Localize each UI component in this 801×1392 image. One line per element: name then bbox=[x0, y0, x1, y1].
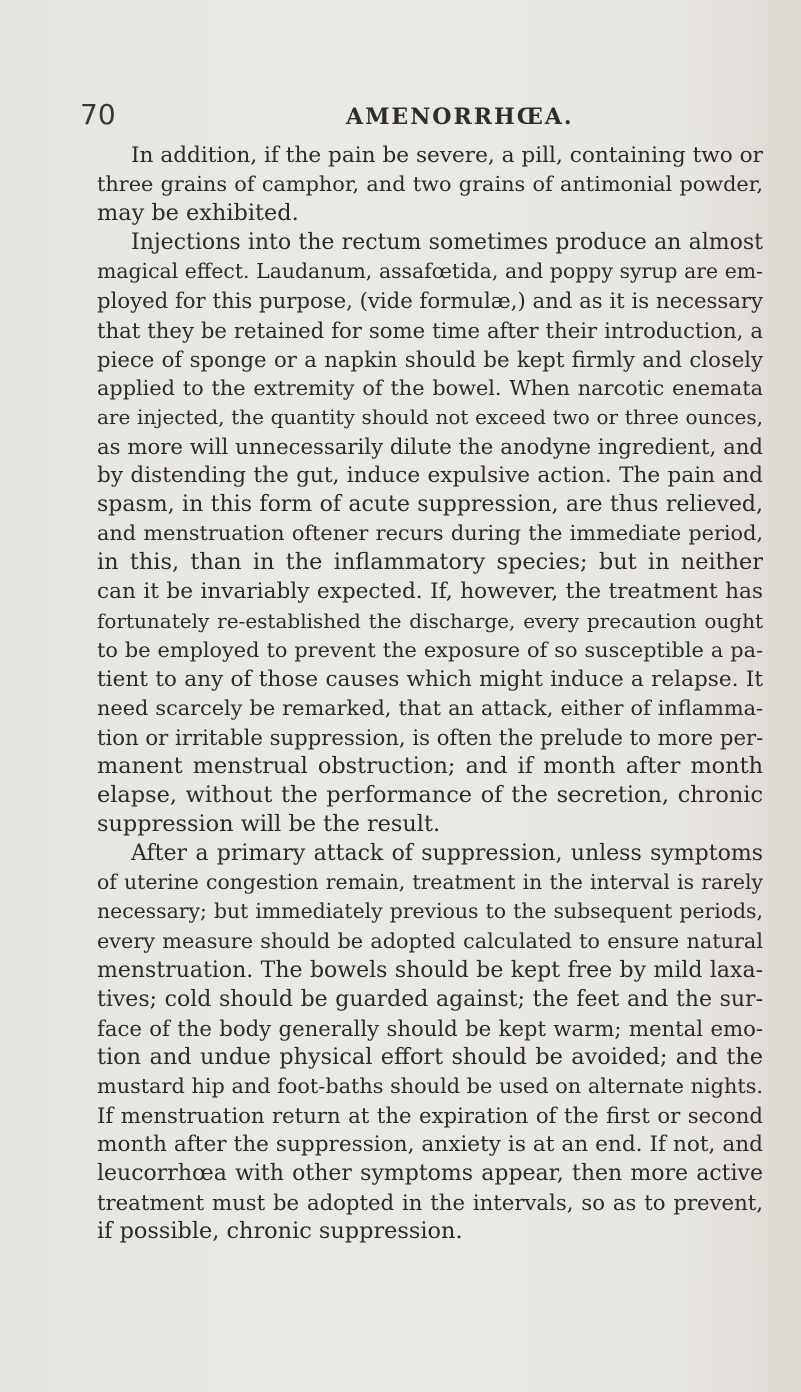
text-line: tion and undue physical effort should be avoided; and the bbox=[97, 1043, 763, 1070]
text-line: leucorrhœa with other symptoms appear, then more active bbox=[97, 1161, 763, 1187]
text-line: Injections into the rectum sometimes produce an almost bbox=[131, 230, 763, 256]
text-line: if possible, chronic suppression. bbox=[97, 1218, 463, 1245]
text-line: to be employed to prevent the exposure of so susceptible a pa- bbox=[97, 637, 763, 662]
page-number: 70 bbox=[80, 98, 116, 131]
text-line: tient to any of those causes which might induce a relapse. It bbox=[97, 666, 763, 692]
text-line: piece of sponge or a napkin should be kept firmly and closely bbox=[97, 346, 763, 372]
text-line: menstruation. The bowels should be kept free by mild laxa- bbox=[97, 957, 763, 983]
text-line: by distending the gut, induce expulsive action. The pain and bbox=[97, 463, 763, 489]
text-line: spasm, in this form of acute suppression, are thus relieved, bbox=[97, 492, 763, 518]
text-line: as more will unnecessarily dilute the anodyne ingredient, and bbox=[97, 433, 763, 459]
text-line: fortunately re-established the discharge, every precaution ought bbox=[97, 608, 763, 633]
text-line: that they be retained for some time after their introduction, a bbox=[97, 317, 763, 343]
text-line: are injected, the quantity should not exceed two or three ounces, bbox=[97, 404, 763, 429]
text-line: and menstruation oftener recurs during the immediate period, bbox=[97, 521, 763, 546]
paragraph bbox=[97, 141, 763, 228]
text-line: tion or irritable suppression, is often the prelude to more per- bbox=[97, 724, 763, 750]
text-line: If menstruation return at the expiration of the first or second bbox=[97, 1103, 763, 1129]
text-line: magical effect. Laudanum, assafœtida, and poppy syrup are em- bbox=[97, 259, 763, 284]
paragraph bbox=[97, 839, 763, 1246]
text-line: can it be invariably expected. If, however, the treatment has bbox=[97, 579, 763, 605]
text-line: mustard hip and foot-baths should be used on alternate nights. bbox=[97, 1074, 763, 1098]
text-line: ployed for this purpose, (vide formulæ,) and as it is necessary bbox=[97, 288, 763, 314]
paragraph bbox=[97, 228, 763, 839]
running-head: AMENORRHŒA. bbox=[346, 104, 574, 130]
text-line: manent menstrual obstruction; and if month after month bbox=[97, 752, 763, 779]
text-line: every measure should be adopted calculated to ensure natural bbox=[97, 928, 763, 953]
text-line: applied to the extremity of the bowel. When narcotic enemata bbox=[97, 375, 763, 400]
text-line: necessary; but immediately previous to the subsequent periods, bbox=[97, 899, 763, 924]
text-line: In addition, if the pain be severe, a pill, containing two or bbox=[131, 143, 763, 168]
text-line: face of the body generally should be kept warm; mental emo- bbox=[97, 1015, 763, 1041]
text-line: need scarcely be remarked, that an attack, either of inflamma- bbox=[97, 695, 763, 720]
text-line: treatment must be adopted in the intervals, so as to prevent, bbox=[97, 1190, 763, 1216]
text-line: may be exhibited. bbox=[97, 200, 299, 227]
text-line: After a primary attack of suppression, unless symptoms bbox=[131, 841, 763, 867]
text-line: tives; cold should be guarded against; the feet and the sur- bbox=[97, 986, 763, 1012]
text-line: three grains of camphor, and two grains of antimonial powder, bbox=[97, 172, 763, 197]
text-line: suppression will be the result. bbox=[97, 811, 441, 838]
text-line: in this, than in the inflammatory species; but in neither bbox=[97, 549, 763, 576]
text-line: elapse, without the performance of the secretion, chronic bbox=[97, 782, 763, 809]
body-text bbox=[97, 141, 763, 1247]
text-line: month after the suppression, anxiety is at an end. If not, and bbox=[97, 1132, 763, 1158]
text-line: of uterine congestion remain, treatment in the interval is rarely bbox=[97, 870, 763, 895]
page-header bbox=[80, 98, 740, 138]
